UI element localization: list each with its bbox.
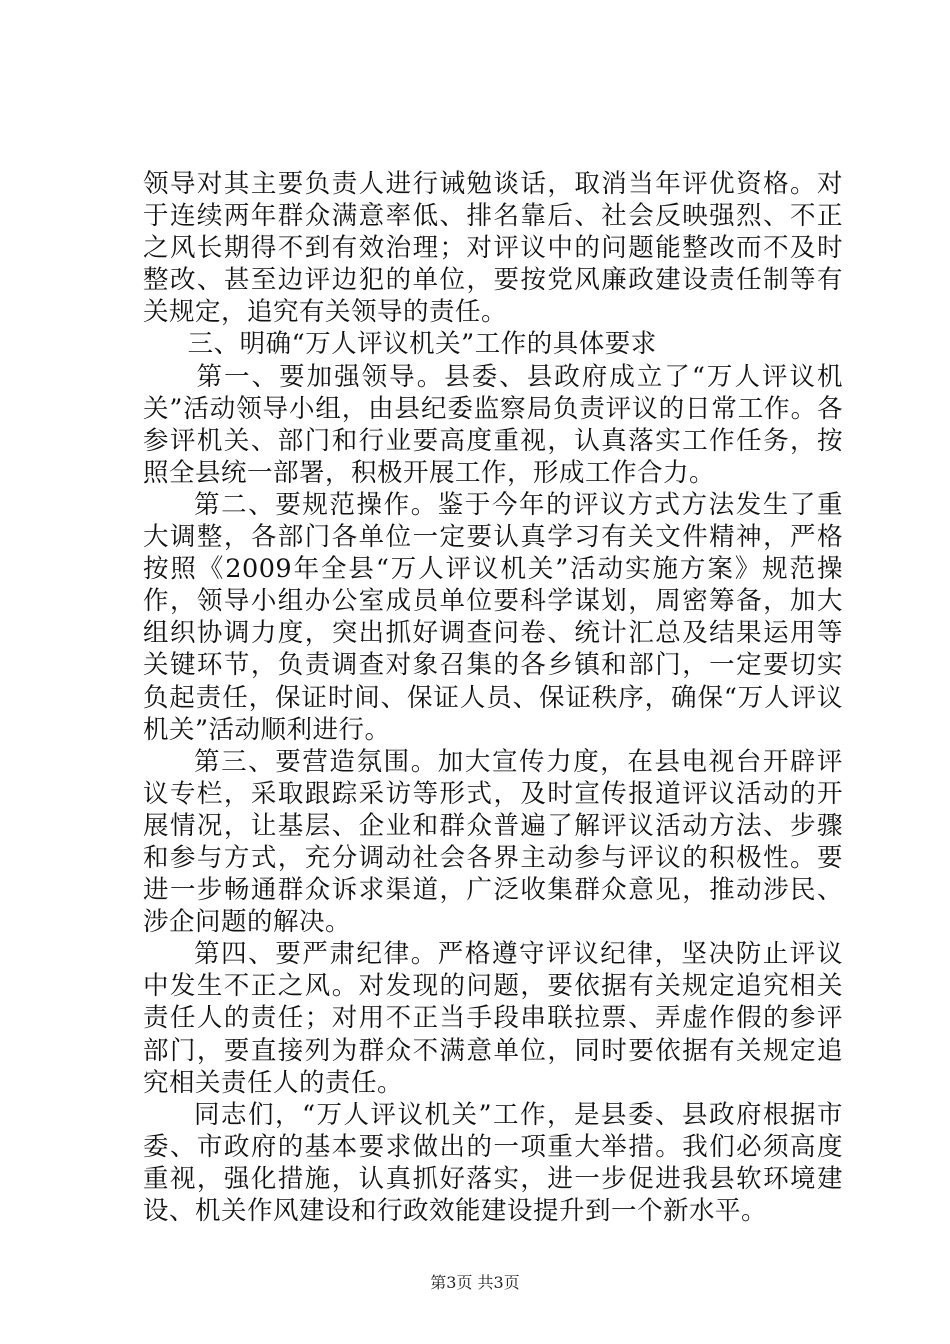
paragraph-accountability: 领导对其主要负责人进行诫勉谈话，取消当年评优资格。对于连续两年群众满意率低、排名靠后、社会反映强烈、不正之风长期得不到有效治理；对评议中的问题能整改而不及时整改、甚至边评边犯的单位，要按党风廉政建设责任制等有关规定，追究有关领导的责任。 bbox=[143, 169, 843, 328]
page-footer: 第3页 共3页 bbox=[430, 1273, 520, 1292]
paragraph-discipline: 第四、要严肃纪律。严格遵守评议纪律，坚决防止评议中发生不正之风。对发现的问题，要依据有关规定追究相关责任人的责任；对用不正当手段串联拉票、弄虚作假的参评部门，要直接列为群众不满意单位，同时要依据有关规定追究相关责任人的责任。 bbox=[143, 939, 843, 1098]
document-body bbox=[143, 168, 843, 1227]
paragraph-atmosphere: 第三、要营造氛围。加大宣传力度，在县电视台开辟评议专栏，采取跟踪采访等形式，及时宣传报道评议活动的开展情况，让基层、企业和群众普遍了解评议活动方法、步骤和参与方式，充分调动社会各界主动参与评议的积极性。要进一步畅通群众诉求渠道，广泛收集群众意见，推动涉民、涉企问题的解决。 bbox=[143, 746, 843, 938]
paragraph-leadership: 第一、要加强领导。县委、县政府成立了“万人评议机关”活动领导小组，由县纪委监察局负责评议的日常工作。各参评机关、部门和行业要高度重视，认真落实工作任务，按照全县统一部署，积极开展工作，形成工作合力。 bbox=[143, 361, 843, 488]
section-heading-requirements: 三、明确“万人评议机关”工作的具体要求 bbox=[187, 329, 657, 360]
paragraph-closing: 同志们，“万人评议机关”工作，是县委、县政府根据市委、市政府的基本要求做出的一项重大举措。我们必须高度重视，强化措施，认真抓好落实，进一步促进我县软环境建设、机关作风建设和行政效能建设提升到一个新水平。 bbox=[143, 1099, 843, 1226]
paragraph-standard-operation: 第二、要规范操作。鉴于今年的评议方式方法发生了重大调整，各部门各单位一定要认真学习有关文件精神，严格按照《2009年全县“万人评议机关”活动实施方案》规范操作，领导小组办公室成员单位要科学谋划，周密筹备，加大组织协调力度，突出抓好调查问卷、统计汇总及结果运用等关键环节，负责调查对象召集的各乡镇和部门，一定要切实负起责任，保证时间、保证人员、保证秩序，确保“万人评议机关”活动顺利进行。 bbox=[143, 489, 843, 745]
